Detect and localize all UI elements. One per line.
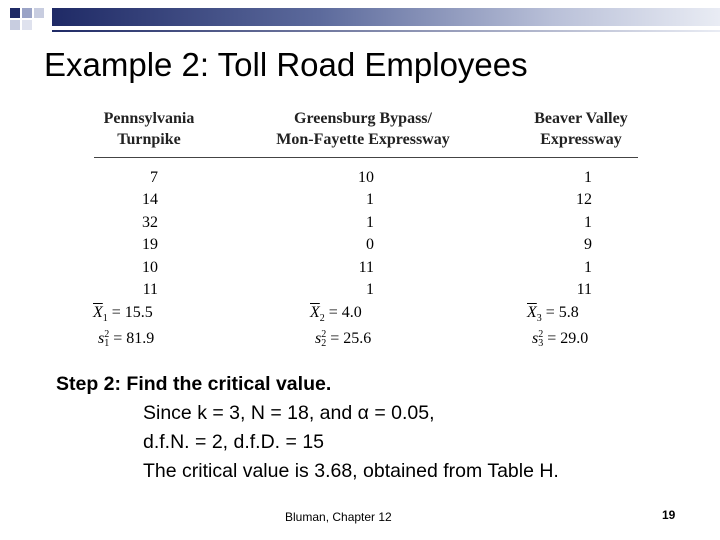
mean-1: $\overline{X}_1 = 15.5$ (93, 304, 153, 325)
table-cell: 14 (142, 191, 158, 209)
step-line-2: d.f.N. = 2, d.f.D. = 15 (143, 431, 325, 453)
table-cell: 9 (584, 236, 592, 254)
table-cell: 0 (366, 236, 374, 254)
header-pennsylvania-turnpike: Pennsylvania Turnpike (103, 110, 195, 148)
slide-title: Example 2: Toll Road Employees (44, 46, 528, 83)
header-gradient-line (52, 30, 720, 32)
variance-2: s 2 2 = 25.6 (315, 329, 372, 350)
header-beaver-valley: Beaver Valley Expressway (534, 110, 628, 148)
table-cell: 10 (358, 169, 374, 186)
table-cell: 1 (366, 213, 374, 231)
table-cell: 11 (358, 258, 374, 276)
step-line-1: Since k = 3, N = 18, and α = 0.05, (143, 402, 435, 424)
table-cell: 1 (584, 169, 592, 186)
column-beaver-valley (552, 167, 592, 301)
table-cell: 1 (366, 281, 374, 299)
table-cell: 32 (142, 213, 158, 231)
table-cell: 12 (576, 191, 592, 209)
table-cell: 11 (142, 281, 158, 299)
table-cell: 11 (576, 281, 592, 299)
table-cell: 19 (142, 236, 158, 254)
table-cell: 7 (150, 169, 158, 186)
header-greensburg-bypass: Greensburg Bypass/ Mon-Fayette Expressway (276, 110, 450, 148)
header-rule (94, 157, 638, 158)
variance-3: s 2 3 = 29.0 (532, 329, 589, 350)
table-cell: 1 (584, 258, 592, 276)
column-greensburg (334, 167, 374, 301)
footer-source: Bluman, Chapter 12 (285, 510, 392, 524)
step-heading: Step 2: Find the critical value. (56, 373, 332, 395)
table-cell: 10 (142, 258, 158, 276)
column-pennsylvania (120, 167, 158, 301)
table-cell: 1 (366, 191, 374, 209)
header-gradient-bar (52, 8, 720, 26)
mean-2: $\overline{X}_2 = 4.0$ (310, 304, 362, 325)
variance-1: s 2 1 = 81.9 (98, 329, 155, 350)
table-cell: 1 (584, 213, 592, 231)
page-number: 19 (662, 508, 676, 522)
mean-3: $\overline{X}_3 = 5.8$ (527, 304, 579, 325)
step-line-3: The critical value is 3.68, obtained from Table H. (143, 460, 559, 482)
